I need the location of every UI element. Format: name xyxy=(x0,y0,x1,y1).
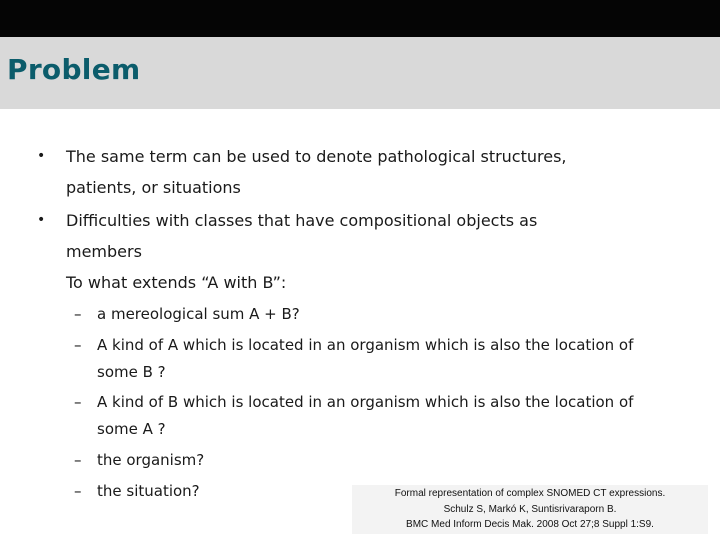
citation-journal: BMC Med Inform Decis Mak. 2008 Oct 27;8 Suppl 1:S9. xyxy=(406,519,654,530)
citation-box xyxy=(352,485,708,534)
sub-item-text: the situation? xyxy=(97,482,200,500)
bullet-text: To what extends “A with B”: xyxy=(66,273,287,292)
sub-item-marker: – xyxy=(74,451,82,469)
sub-item-text: A kind of B which is located in an organism which is also the location of xyxy=(97,393,634,411)
citation-title: Formal representation of complex SNOMED CT expressions. xyxy=(394,488,666,499)
sub-item-marker: – xyxy=(74,393,82,411)
sub-item-marker: – xyxy=(74,482,82,500)
bullet-marker: • xyxy=(37,148,46,164)
slide-title: Problem xyxy=(7,53,141,86)
bullet-text: The same term can be used to denote pathological structures, xyxy=(66,147,567,166)
sub-item-text: A kind of A which is located in an organism which is also the location of xyxy=(97,336,634,354)
citation-authors: Schulz S, Markó K, Suntisrivaraporn B. xyxy=(443,503,617,515)
bullet-text: patients, or situations xyxy=(66,178,241,197)
sub-item-text: some B ? xyxy=(97,363,166,381)
sub-item-marker: – xyxy=(74,305,82,323)
sub-item-text: a mereological sum A + B? xyxy=(97,305,300,323)
top-bar xyxy=(0,0,720,37)
bullet-text: members xyxy=(66,242,142,261)
bullet-text: Difficulties with classes that have compositional objects as xyxy=(66,211,538,230)
sub-item-text: the organism? xyxy=(97,451,205,469)
sub-item-text: some A ? xyxy=(97,420,166,438)
bullet-marker: • xyxy=(37,212,46,228)
sub-item-marker: – xyxy=(74,336,82,354)
